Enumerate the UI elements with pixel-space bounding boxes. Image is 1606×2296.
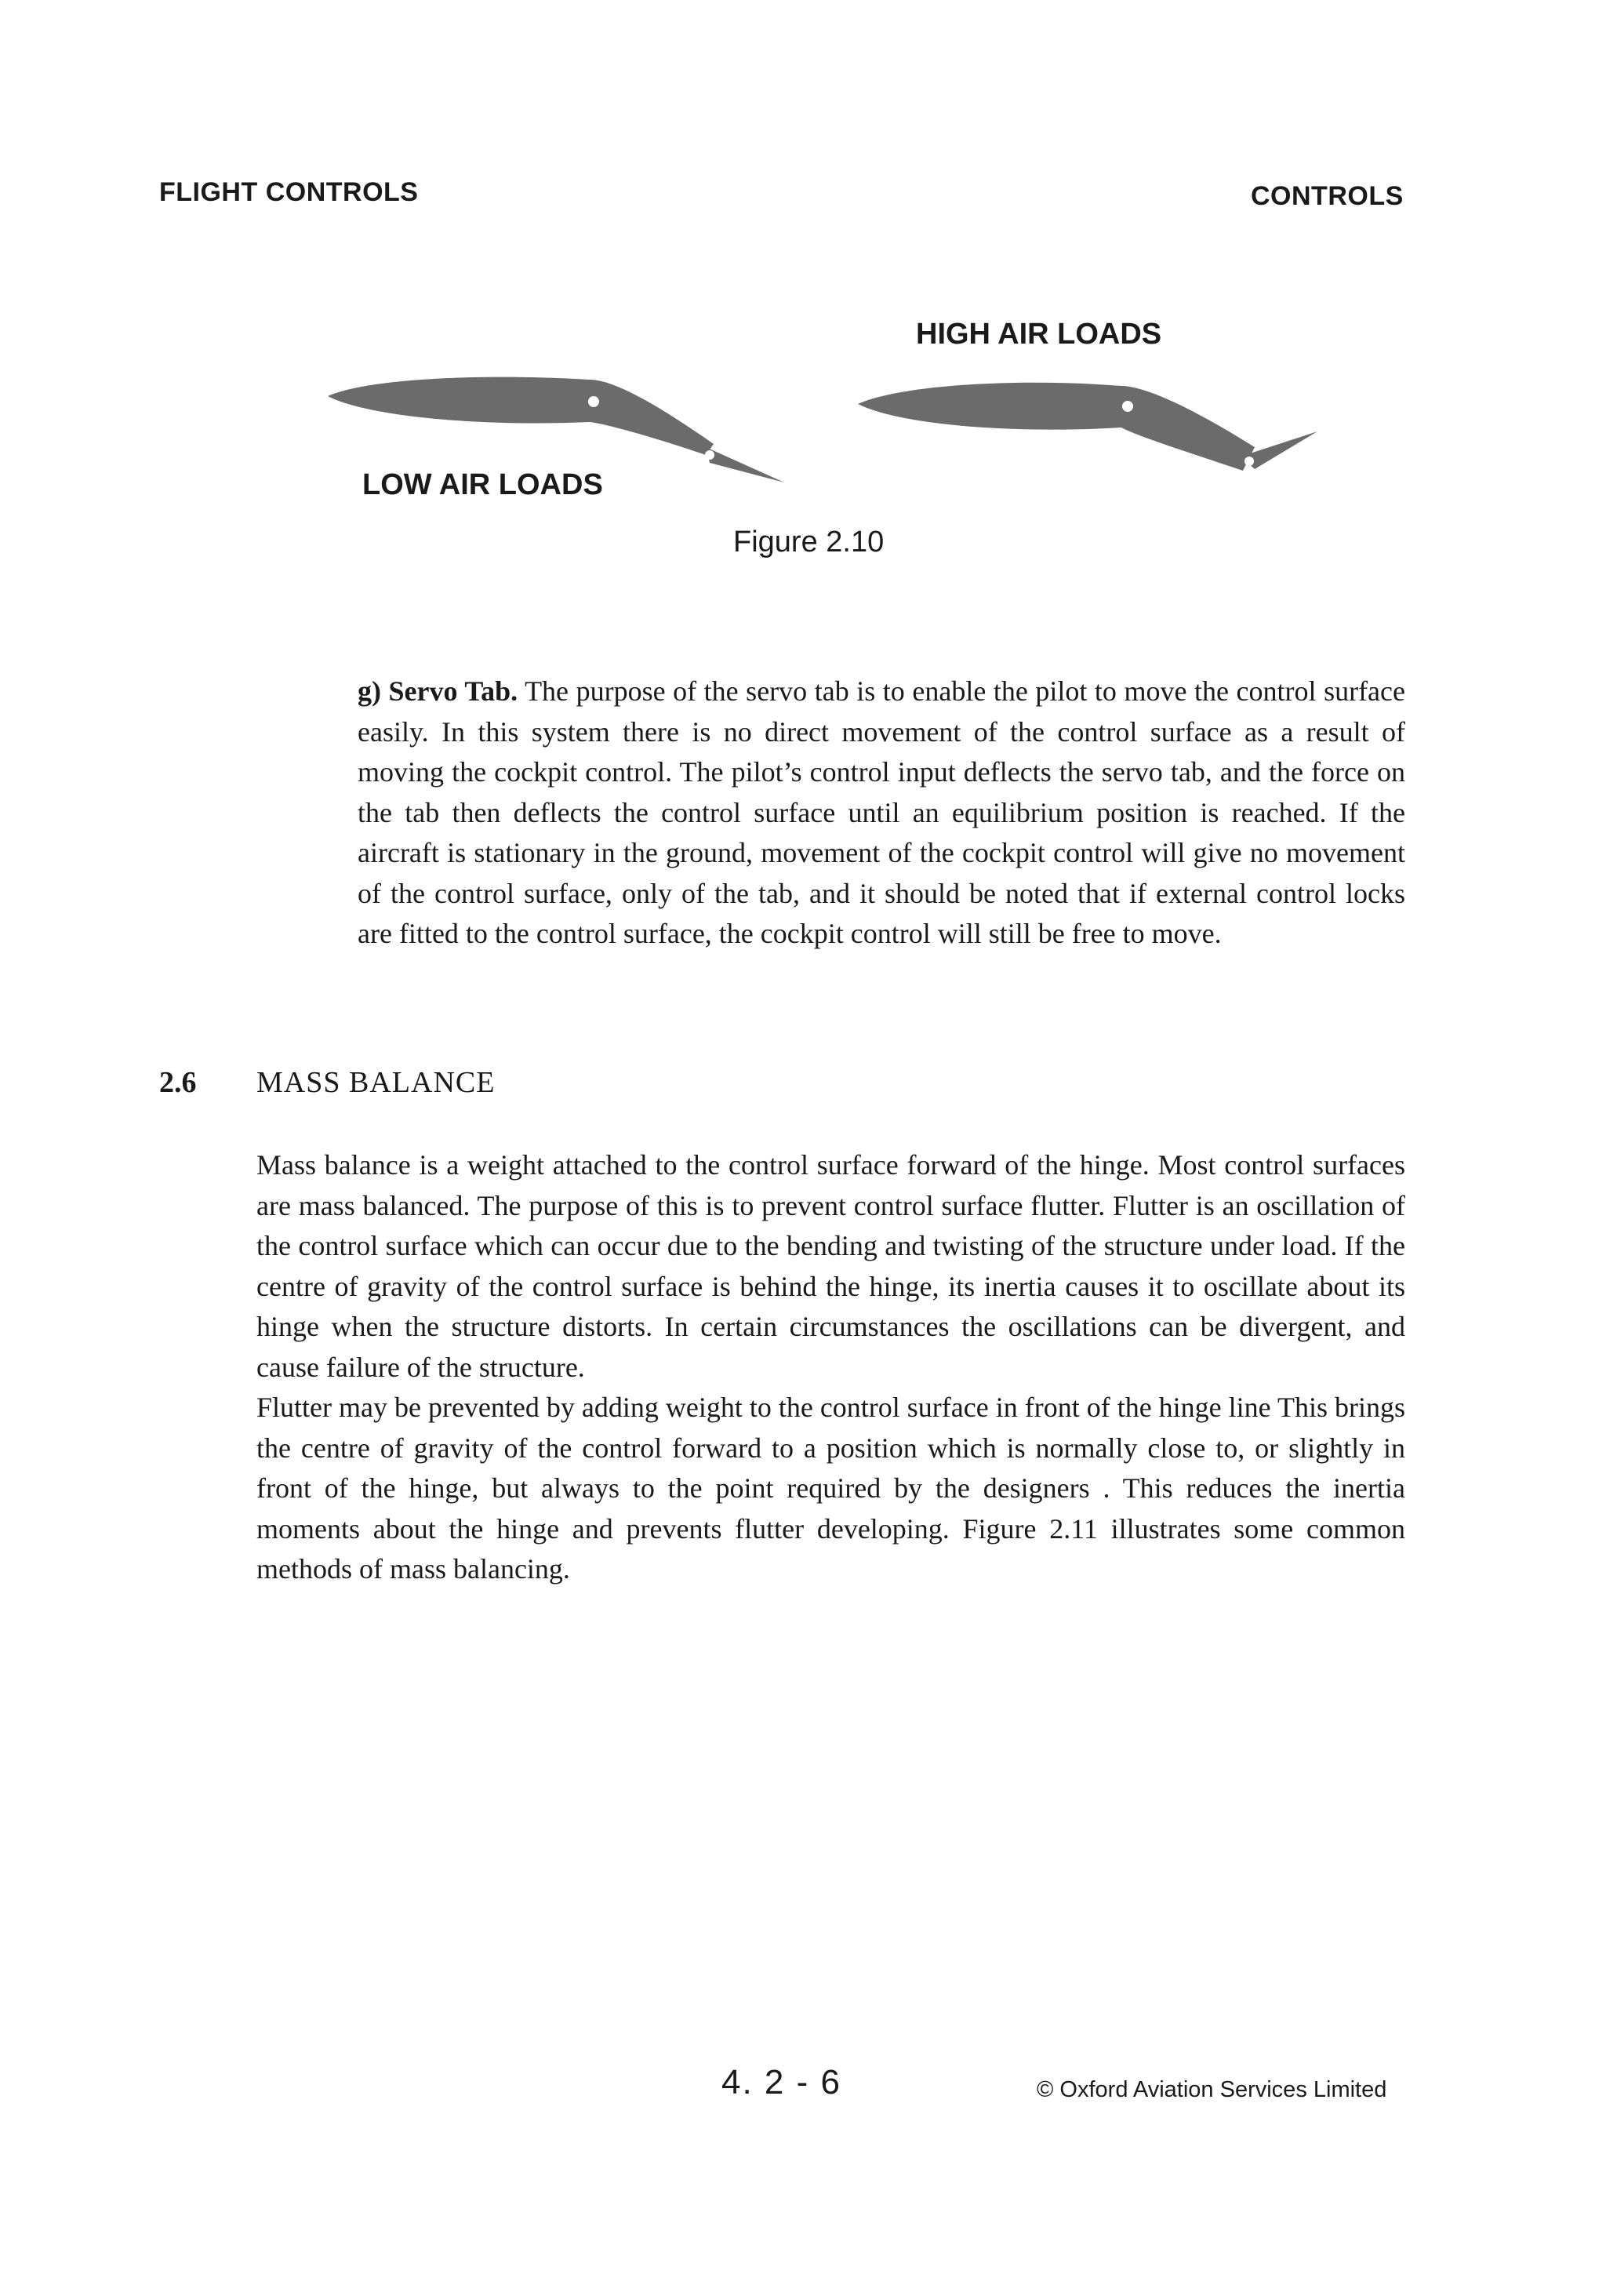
- high-wing-section: [858, 383, 1121, 430]
- high-tab-hinge: [1244, 457, 1254, 466]
- figure-caption: Figure 2.10: [733, 526, 885, 559]
- mass-balance-body: [256, 1145, 1405, 1590]
- section-number: 2.6: [159, 1066, 197, 1099]
- high-air-loads-diagram: [858, 383, 1317, 471]
- high-control-surface: [1112, 386, 1255, 471]
- low-wing-section: [328, 377, 590, 424]
- low-tab-hinge: [705, 450, 714, 460]
- header-left-title: FLIGHT CONTROLS: [159, 177, 419, 207]
- low-control-surface: [580, 380, 714, 455]
- servo-tab-paragraph: [358, 671, 1405, 955]
- low-air-loads-diagram: [328, 377, 784, 482]
- high-main-hinge: [1122, 401, 1133, 412]
- servo-tab-heading: g) Servo Tab.: [358, 675, 518, 707]
- low-servo-tab: [706, 447, 784, 482]
- header-right-title: CONTROLS: [1251, 181, 1404, 211]
- servo-tab-text: The purpose of the servo tab is to enable the pilot to move the control surface easily. In this system there is no direct movement of the control surface as a result of moving the cockpit control. The pilot’s control input deflects the servo tab, and the force on the tab then deflects the control surface until an equilibrium position is reached. If the aircraft is stationary in the ground, movement of the cockpit control will give no movement of the control surface, only of the tab, and it should be noted that if external control locks are fitted to the control surface, the cockpit control will still be free to move.: [358, 675, 1405, 949]
- section-title: MASS BALANCE: [256, 1066, 496, 1099]
- low-air-loads-label: LOW AIR LOADS: [362, 468, 603, 501]
- low-main-hinge: [588, 396, 599, 407]
- mass-balance-paragraph-2: Flutter may be prevented by adding weight to the control surface in front of the hinge line This brings the centre of gravity of the control forward to a position which is normally close to, or slightly in front of the hinge, but always to the point required by the designers . This reduces the inertia moments about the hinge and prevents flutter developing. Figure 2.11 illustrates some common methods of mass balancing.: [256, 1392, 1405, 1585]
- page-number: 4. 2 - 6: [721, 2063, 841, 2101]
- mass-balance-paragraph-1: Mass balance is a weight attached to the control surface forward of the hinge. Most control surfaces are mass balanced. The purpose of this is to prevent control surface flutter. Flutter is an oscillation of the control surface which can occur due to the bending and twisting of the structure under load. If the centre of gravity of the control surface is behind the hinge, its inertia causes it to oscillate about its hinge when the structure distorts. In certain circumstances the oscillations can be divergent, and cause failure of the structure.: [256, 1149, 1405, 1383]
- high-air-loads-label: HIGH AIR LOADS: [916, 318, 1162, 351]
- copyright-notice: © Oxford Aviation Services Limited: [1037, 2077, 1387, 2102]
